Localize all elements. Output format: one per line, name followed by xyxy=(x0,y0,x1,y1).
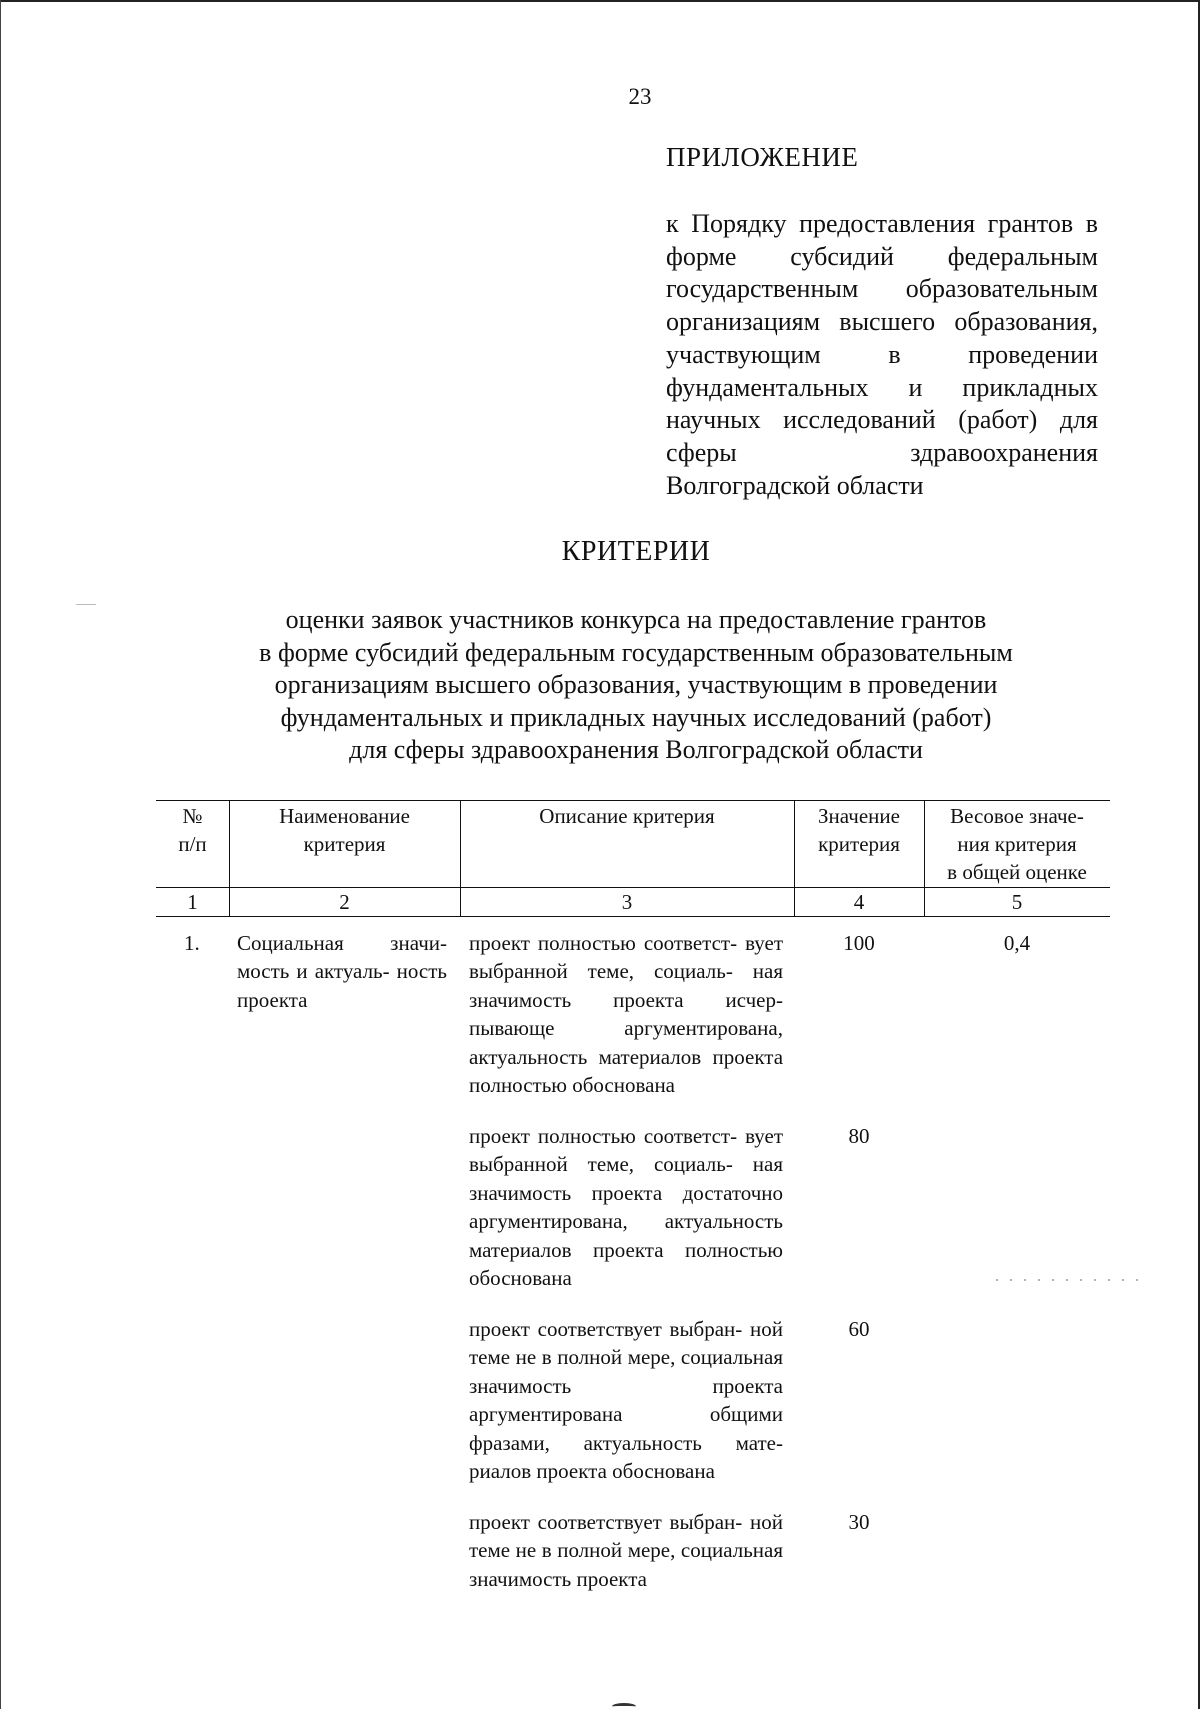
criterion-description xyxy=(469,1122,783,1292)
description-line: ной теме не в полной мере, xyxy=(469,1510,783,1563)
description-line: проект полностью соответст- xyxy=(469,1124,738,1148)
document-title: КРИТЕРИИ xyxy=(561,536,711,567)
scan-artifact-dots xyxy=(990,1279,1140,1281)
criterion-value: 80 xyxy=(848,1124,870,1148)
criterion-value: 100 xyxy=(843,931,875,955)
subtitle-line: организациям высшего образования, участвующим в проведении xyxy=(274,670,998,699)
subtitle-line: в форме субсидий федеральным государственным образовательным xyxy=(259,637,1013,667)
criterion-weight: 0,4 xyxy=(1003,931,1031,955)
header-cell-name xyxy=(229,802,460,858)
table-numbers-divider xyxy=(156,916,1110,917)
description-line: проекта полностью обоснована xyxy=(469,1044,784,1098)
subtitle-line: фундаментальных и прикладных научных исследований (работ) xyxy=(280,702,992,732)
header-cell-weight xyxy=(924,802,1110,886)
column-number: 5 xyxy=(1011,890,1023,914)
appendix-line: организациям высшего образования, xyxy=(666,307,1098,337)
header-line: в общей оценке xyxy=(947,860,1087,884)
description-line: проект соответствует выбран- xyxy=(469,1510,743,1534)
header-line: критерия xyxy=(303,832,386,856)
appendix-line: государственным образовательным xyxy=(666,274,1098,304)
description-line: пывающе аргументирована, xyxy=(469,1016,783,1041)
appendix-line: в форме субсидий федеральным xyxy=(666,209,1099,271)
criterion-name-line: Социальная значи- xyxy=(237,931,447,955)
appendix-line: к Порядку предоставления грантов xyxy=(666,209,1074,238)
criterion-name-line: мость и актуаль- xyxy=(237,959,390,984)
description-line: актуальность материалов xyxy=(469,1044,702,1069)
description-line: фразами, актуальность мате- xyxy=(469,1430,783,1455)
header-line: № xyxy=(182,804,203,828)
description-line: риалов проекта обоснована xyxy=(469,1459,715,1484)
header-line: ния критерия xyxy=(957,832,1077,856)
description-line: проект полностью соответст- xyxy=(469,931,738,955)
scan-edge-top xyxy=(0,0,1200,2)
header-line: Описание критерия xyxy=(539,804,715,828)
header-cell-description xyxy=(460,802,794,830)
header-cell-number xyxy=(156,802,229,858)
description-line: социальная значимость проекта xyxy=(469,1538,783,1591)
header-line: п/п xyxy=(178,832,207,856)
column-number: 4 xyxy=(853,890,865,914)
criterion-name-line: ность проекта xyxy=(237,959,447,1012)
subtitle-line: для сферы здравоохранения Волгоградской области xyxy=(349,735,923,764)
appendix-line: для сферы здравоохранения xyxy=(666,405,1099,467)
scan-artifact xyxy=(76,604,96,605)
description-line: проекта полностью обоснована xyxy=(469,1237,783,1291)
criterion-description xyxy=(469,929,783,1099)
row-number: 1. xyxy=(184,931,200,955)
appendix-line: Волгоградской области xyxy=(666,470,924,500)
description-line: социальная значимость проекта xyxy=(469,1345,783,1398)
criterion-value: 60 xyxy=(848,1317,870,1341)
appendix-title: ПРИЛОЖЕНИЕ xyxy=(666,142,859,172)
criterion-name xyxy=(237,929,447,1014)
criterion-value: 30 xyxy=(848,1510,870,1534)
header-line: Значение xyxy=(818,804,900,828)
description-line: ной теме не в полной мере, xyxy=(469,1317,783,1370)
description-line: ная значимость проекта исчер- xyxy=(469,959,783,1012)
criterion-description xyxy=(469,1315,783,1485)
description-line: вует выбранной теме, социаль- xyxy=(469,1124,783,1177)
header-line: Весовое значе- xyxy=(950,804,1084,828)
column-number: 2 xyxy=(339,890,350,914)
subtitle-line: оценки заявок участников конкурса на предоставление грантов xyxy=(285,605,987,634)
page-number: 23 xyxy=(628,84,652,109)
header-line: критерия xyxy=(818,832,900,856)
table-top-border xyxy=(156,800,1110,801)
column-number: 1 xyxy=(187,890,198,914)
description-line: ная значимость проекта xyxy=(469,1152,783,1205)
description-line: достаточно аргументирована, xyxy=(469,1180,784,1234)
document-subtitle xyxy=(180,604,1092,767)
description-line: аргументирована общими xyxy=(469,1402,783,1427)
header-cell-value xyxy=(794,802,924,858)
appendix-text xyxy=(666,208,1098,502)
appendix-line: фундаментальных и прикладных xyxy=(666,372,1098,402)
header-line: Наименование xyxy=(279,804,410,828)
table-header-divider xyxy=(156,887,1110,888)
description-line: актуальность материалов xyxy=(469,1209,783,1262)
column-number: 3 xyxy=(621,890,633,914)
appendix-line: научных исследований (работ) xyxy=(666,405,1038,435)
scan-edge-left xyxy=(0,0,1,1709)
description-line: проект соответствует выбран- xyxy=(469,1317,743,1341)
appendix-line: участвующим в проведении xyxy=(666,339,1098,369)
description-line: вует выбранной теме, социаль- xyxy=(469,931,783,984)
criterion-description xyxy=(469,1508,783,1593)
